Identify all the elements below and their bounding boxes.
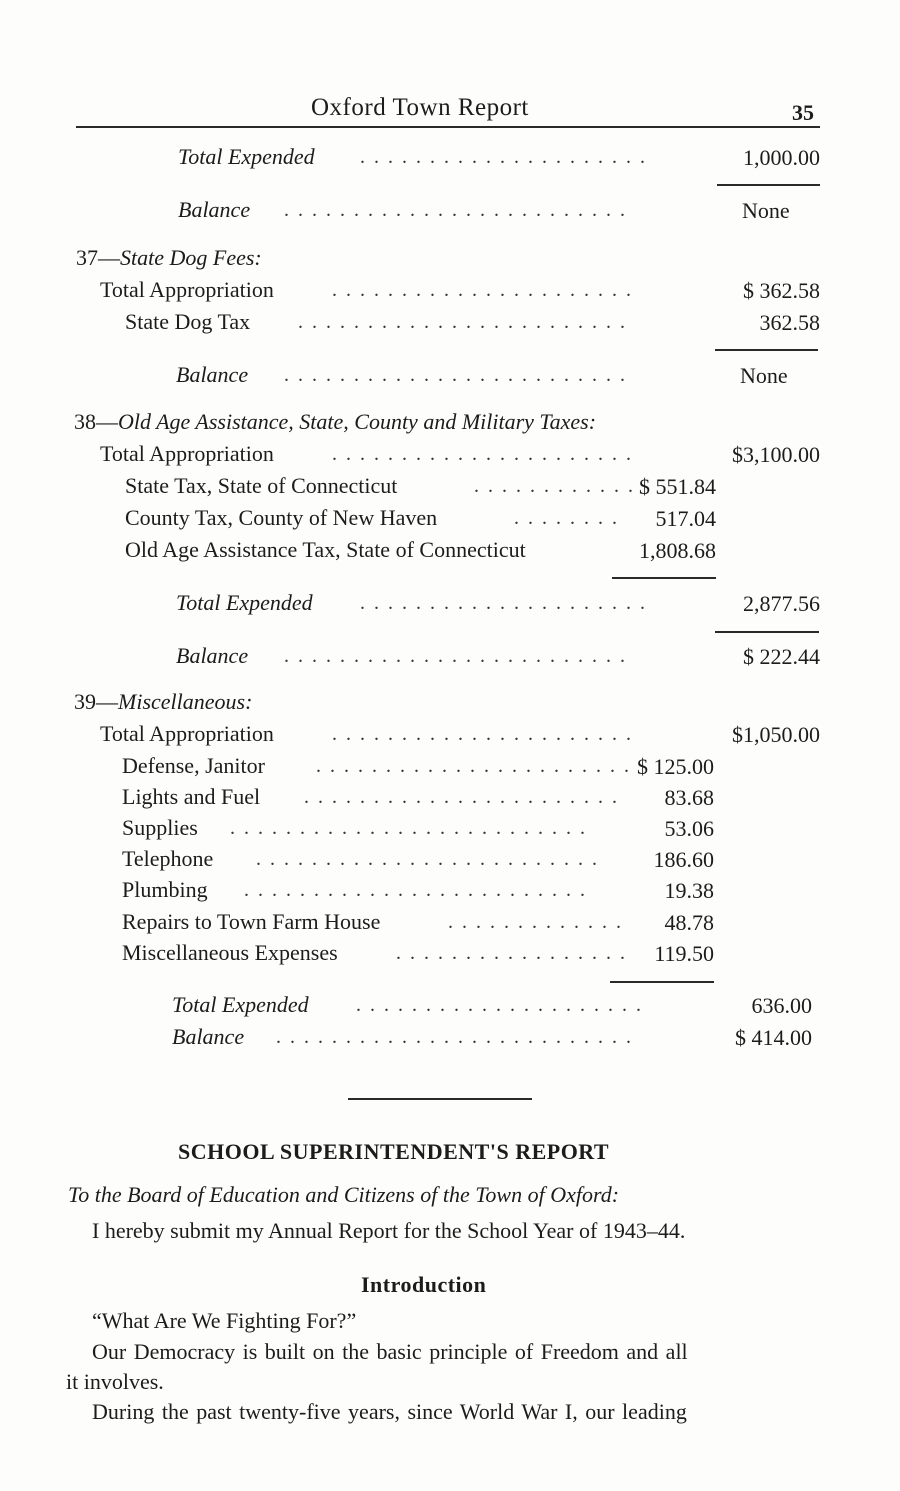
line-item-value: 119.50 xyxy=(654,941,714,966)
line-item-value: 83.68 xyxy=(664,785,714,810)
leader-dots: . . . . . . . . . . . . . . . . . xyxy=(396,942,627,964)
line-item-label: Miscellaneous Expenses xyxy=(122,940,338,965)
total-appropriation-label: Total Appropriation xyxy=(100,721,274,746)
leader-dots: . . . . . . . . xyxy=(514,507,619,529)
leader-dots: . . . . . . . . . . . . . . . . . . . . . . . . . xyxy=(284,645,627,667)
leader-dots: . . . . . . . . . . . . . . . . . . . . . xyxy=(360,592,647,614)
balance-label: Balance xyxy=(172,1024,245,1049)
quote-line: “What Are We Fighting For?” xyxy=(92,1308,357,1333)
line-item-value: 53.06 xyxy=(664,816,714,841)
line-item-value: 186.60 xyxy=(653,847,714,872)
sum-rule xyxy=(610,981,714,983)
section-title: State Dog Fees: xyxy=(120,245,262,270)
total-expended-label: Total Expended xyxy=(178,144,315,169)
section-heading xyxy=(74,689,252,715)
balance-value: None xyxy=(740,363,788,388)
submit-line: I hereby submit my Annual Report for the School Year of 1943–44. xyxy=(92,1218,686,1243)
balance-value: $ 414.00 xyxy=(735,1025,812,1050)
section-heading xyxy=(76,245,262,271)
section-number: 39— xyxy=(74,689,118,714)
balance-label: Balance xyxy=(176,362,249,387)
balance-label: Balance xyxy=(178,197,251,222)
sum-rule xyxy=(715,349,818,351)
line-item-value: 48.78 xyxy=(664,910,714,935)
total-expended-value: 636.00 xyxy=(751,993,812,1018)
page-number: 35 xyxy=(792,100,814,125)
leader-dots: . . . . . . . . . . . . . . . . . . . . . . xyxy=(332,443,633,465)
paragraph-line: it involves. xyxy=(66,1369,164,1394)
header-rule xyxy=(76,126,820,128)
line-item-label: Lights and Fuel xyxy=(122,784,261,809)
line-item-label: Repairs to Town Farm House xyxy=(122,909,381,934)
section-title: Old Age Assistance, State, County and Military Taxes: xyxy=(118,409,597,434)
running-header-title: Oxford Town Report xyxy=(311,94,529,121)
total-appropriation-label: Total Appropriation xyxy=(100,277,274,302)
line-item-label: State Tax, State of Connecticut xyxy=(125,473,398,498)
paragraph-line: During the past twenty-five years, since World War I, our leading xyxy=(92,1399,687,1424)
leader-dots: . . . . . . . . . . . . . . . . . . . . . . . . . xyxy=(244,879,587,901)
section-heading xyxy=(74,409,596,435)
leader-dots: . . . . . . . . . . . . . . . . . . . . . . . . . xyxy=(284,199,627,221)
leader-dots: . . . . . . . . . . . . . xyxy=(448,911,623,933)
line-item-label: Old Age Assistance Tax, State of Connecticut xyxy=(125,537,526,562)
line-item-label: Plumbing xyxy=(122,877,208,902)
leader-dots: . . . . . . . . . . . . . . . . . . . . . . . xyxy=(304,786,619,808)
leader-dots: . . . . . . . . . . . . . . . . . . . . . . . . xyxy=(298,311,627,333)
report-title: SCHOOL SUPERINTENDENT'S REPORT xyxy=(178,1139,610,1164)
leader-dots: . . . . . . . . . . . . xyxy=(474,475,635,497)
total-expended-value: 1,000.00 xyxy=(743,145,820,170)
paragraph-line: Our Democracy is built on the basic principle of Freedom and all xyxy=(92,1339,688,1364)
salutation: To the Board of Education and Citizens of the Town of Oxford: xyxy=(68,1182,620,1207)
section-separator xyxy=(348,1098,532,1100)
leader-dots: . . . . . . . . . . . . . . . . . . . . . . . . . xyxy=(284,364,627,386)
leader-dots: . . . . . . . . . . . . . . . . . . . . . . . . . . xyxy=(276,1026,633,1048)
line-item-label: State Dog Tax xyxy=(125,309,251,334)
line-item-label: Telephone xyxy=(122,846,214,871)
leader-dots: . . . . . . . . . . . . . . . . . . . . . . . xyxy=(316,755,631,777)
total-expended-value: 2,877.56 xyxy=(743,591,820,616)
line-item-value: 1,808.68 xyxy=(639,538,716,563)
balance-value: None xyxy=(742,198,790,223)
total-appropriation-value: $3,100.00 xyxy=(732,442,820,467)
line-item-label: Supplies xyxy=(122,815,198,840)
leader-dots: . . . . . . . . . . . . . . . . . . . . . . xyxy=(332,279,633,301)
section-number: 37— xyxy=(76,245,120,270)
line-item-value: 517.04 xyxy=(655,506,716,531)
leader-dots: . . . . . . . . . . . . . . . . . . . . . xyxy=(356,994,643,1016)
sum-rule xyxy=(717,184,820,186)
leader-dots: . . . . . . . . . . . . . . . . . . . . . . xyxy=(332,723,633,745)
leader-dots: . . . . . . . . . . . . . . . . . . . . . . . . . . xyxy=(230,817,587,839)
section-title: Miscellaneous: xyxy=(118,689,253,714)
section-number: 38— xyxy=(74,409,118,434)
total-appropriation-value: $1,050.00 xyxy=(732,722,820,747)
total-appropriation-label: Total Appropriation xyxy=(100,441,274,466)
line-item-label: County Tax, County of New Haven xyxy=(125,505,438,530)
line-item-label: Defense, Janitor xyxy=(122,753,265,778)
balance-label: Balance xyxy=(176,643,249,668)
introduction-heading: Introduction xyxy=(361,1272,487,1297)
balance-value: $ 222.44 xyxy=(743,644,820,669)
total-expended-label: Total Expended xyxy=(176,590,313,615)
total-expended-label: Total Expended xyxy=(172,992,309,1017)
line-item-value: 19.38 xyxy=(664,878,714,903)
line-item-value: $ 551.84 xyxy=(639,474,716,499)
sum-rule xyxy=(715,631,819,633)
line-item-value: $ 125.00 xyxy=(637,754,714,779)
leader-dots: . . . . . . . . . . . . . . . . . . . . . . . . . xyxy=(256,848,599,870)
line-item-value: 362.58 xyxy=(759,310,820,335)
leader-dots: . . . . . . . . . . . . . . . . . . . . . xyxy=(360,146,647,168)
sum-rule xyxy=(612,577,716,579)
total-appropriation-value: $ 362.58 xyxy=(743,278,820,303)
